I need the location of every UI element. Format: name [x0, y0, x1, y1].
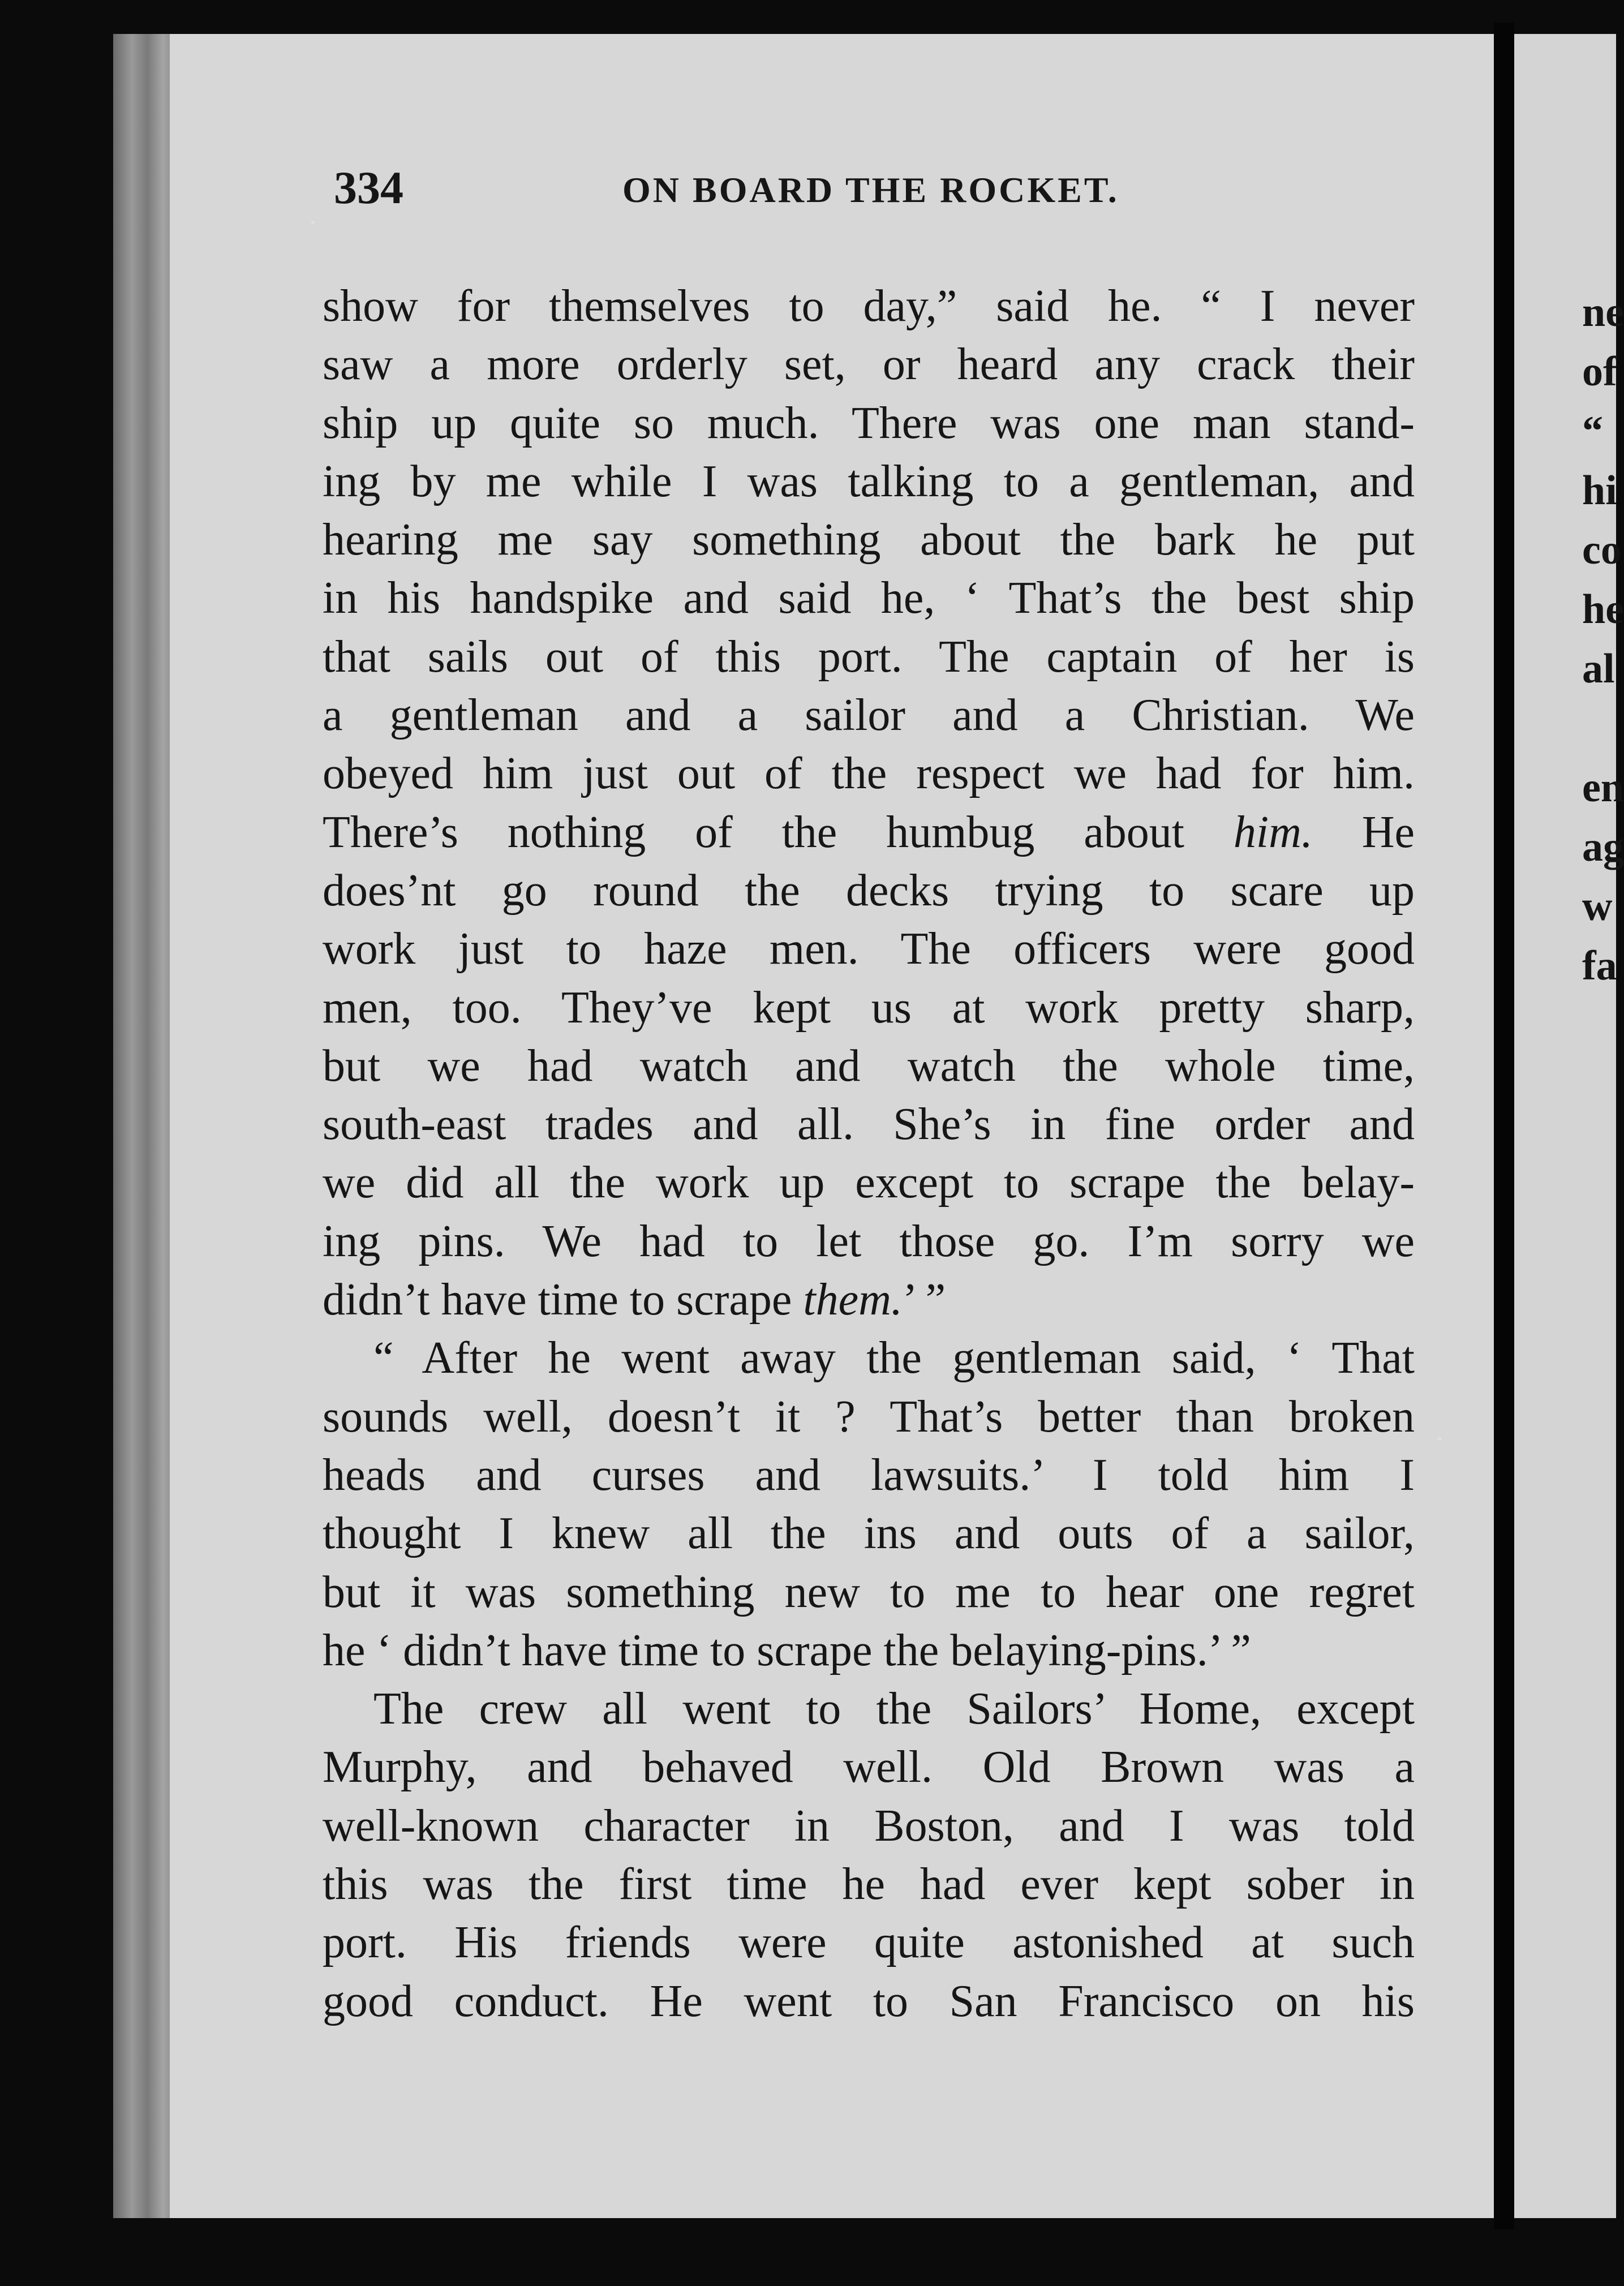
text-line: he ‘ didn’t have time to scrape the belaying-pins.’ ” [323, 1625, 1251, 1675]
text-line: ing pins. We had to let those go. I’m sorry we [323, 1216, 1415, 1266]
text-line: “ After he went away the gentleman said, ‘ That [373, 1333, 1415, 1383]
page-stack-edge [113, 34, 175, 2218]
facing-text-fragment: w [1582, 883, 1613, 930]
text-line: The crew all went to the Sailors’ Home, except [373, 1684, 1415, 1734]
text-line: men, too. They’ve kept us at work pretty sharp, [323, 982, 1415, 1033]
italic-word: him. [1233, 807, 1313, 857]
line-tail: ’ ” [902, 1275, 946, 1325]
text-line: we did all the work up except to scrape the belay- [323, 1158, 1415, 1208]
facing-text-fragment: he [1582, 586, 1624, 633]
facing-text-fragment: of [1582, 349, 1617, 395]
scan-speck [311, 221, 315, 224]
text-line: sounds well, doesn’t it ? That’s better than broken [323, 1391, 1415, 1442]
scan-speck [1437, 1437, 1442, 1440]
text-line: ing by me while I was talking to a gentleman, and [323, 456, 1415, 506]
text-line: Murphy, and behaved well. Old Brown was a [323, 1742, 1415, 1793]
text-line: a gentleman and a sailor and a Christian. We [323, 690, 1415, 741]
text-line: heads and curses and lawsuits.’ I told him I [323, 1450, 1415, 1500]
facing-text-fragment: en [1582, 764, 1624, 811]
text-line: thought I knew all the ins and outs of a sailor, [323, 1509, 1415, 1559]
facing-text-fragment: fa [1582, 943, 1617, 989]
facing-text-fragment: ag [1582, 824, 1624, 870]
text-line: but we had watch and watch the whole time, [323, 1041, 1415, 1091]
running-title: ON BOARD THE ROCKET. [622, 170, 1119, 210]
text-line: well-known character in Boston, and I was told [323, 1801, 1415, 1851]
text-line-mixed [323, 803, 1415, 862]
text-line: hearing me say something about the bark he put [323, 515, 1415, 565]
facing-text-fragment: “ [1582, 408, 1603, 454]
text-line: port. His friends were quite astonished at such [323, 1918, 1415, 1968]
text-line: but it was something new to me to hear one regret [323, 1567, 1415, 1617]
facing-page [1514, 34, 1624, 2218]
facing-text-fragment: ne [1582, 289, 1624, 336]
body-text [323, 277, 1415, 2031]
text-line: saw a more orderly set, or heard any crack their [323, 340, 1415, 390]
running-head [334, 161, 1443, 212]
text-line: in his handspike and said he, ‘ That’s the best ship [323, 573, 1415, 624]
text-line: this was the first time he had ever kept sober in [323, 1859, 1415, 1910]
page-number: 334 [334, 162, 403, 213]
facing-text-fragment: co [1582, 527, 1622, 573]
text-line: show for themselves to day,” said he. “ I never [323, 281, 1415, 331]
text-line: ship up quite so much. There was one man stand- [323, 398, 1415, 448]
line-text: didn’t have time to scrape [323, 1275, 804, 1325]
line-tail: He [1312, 807, 1415, 857]
text-line: work just to haze men. The officers were good [323, 924, 1415, 974]
text-line: good conduct. He went to San Francisco on his [323, 1976, 1415, 2026]
facing-text-fragment: hi [1582, 467, 1617, 514]
text-line-mixed [323, 1271, 1415, 1329]
text-line: that sails out of this port. The captain of her is [323, 631, 1415, 682]
text-line: south-east trades and all. She’s in fine order and [323, 1099, 1415, 1150]
italic-word: them. [803, 1275, 903, 1325]
text-line: obeyed him just out of the respect we had for him. [323, 749, 1415, 799]
page-gutter [1494, 23, 1514, 2229]
facing-text-fragment: al [1582, 646, 1615, 692]
line-text: There’s nothing of the humbug about [323, 807, 1234, 857]
text-line: does’nt go round the decks trying to scare up [323, 865, 1415, 916]
